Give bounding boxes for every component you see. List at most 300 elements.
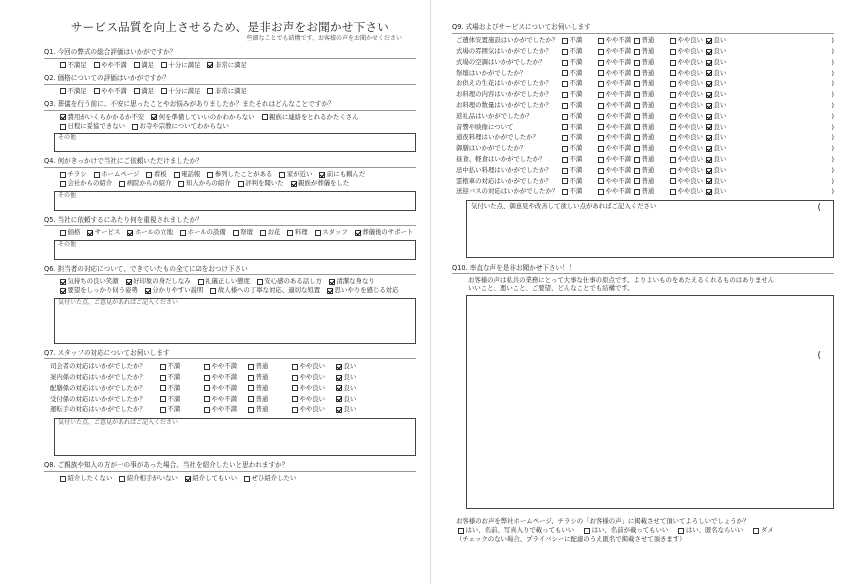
- checkbox-option[interactable]: [160, 396, 204, 403]
- checkbox-icon[interactable]: [634, 146, 640, 152]
- checked-box-icon[interactable]: [706, 103, 712, 109]
- checked-box-icon[interactable]: [185, 476, 191, 482]
- checkbox-option[interactable]: [706, 167, 742, 174]
- checkbox-option[interactable]: [598, 102, 634, 109]
- checkbox-option[interactable]: [598, 124, 634, 131]
- checkbox-option[interactable]: [562, 156, 598, 163]
- question-7-comment-field[interactable]: [54, 418, 416, 456]
- checkbox-icon[interactable]: [634, 60, 640, 66]
- checkbox-option[interactable]: [292, 385, 336, 392]
- checkbox-icon[interactable]: [562, 124, 568, 130]
- checkbox-icon[interactable]: [634, 168, 640, 174]
- checkbox-icon[interactable]: [60, 88, 66, 94]
- checkbox-icon[interactable]: [634, 38, 640, 44]
- checkbox-icon[interactable]: [670, 135, 676, 141]
- checked-box-icon[interactable]: [706, 60, 712, 66]
- checkbox-option[interactable]: [598, 80, 634, 87]
- checkbox-option[interactable]: [336, 396, 380, 403]
- checkbox-option[interactable]: [634, 102, 670, 109]
- checkbox-icon[interactable]: [670, 49, 676, 55]
- checkbox-icon[interactable]: [598, 168, 604, 174]
- checkbox-icon[interactable]: [260, 230, 266, 236]
- checkbox-option[interactable]: [706, 91, 742, 98]
- checkbox-icon[interactable]: [562, 168, 568, 174]
- checkbox-option[interactable]: [60, 229, 80, 236]
- checkbox-option[interactable]: [244, 475, 296, 482]
- checkbox-option[interactable]: [210, 287, 320, 294]
- checked-box-icon[interactable]: [706, 178, 712, 184]
- checkbox-icon[interactable]: [287, 230, 293, 236]
- checkbox-icon[interactable]: [634, 135, 640, 141]
- checkbox-option[interactable]: [233, 229, 253, 236]
- checked-box-icon[interactable]: [706, 38, 712, 44]
- checked-box-icon[interactable]: [60, 114, 66, 120]
- checkbox-icon[interactable]: [598, 81, 604, 87]
- checkbox-icon[interactable]: [204, 407, 210, 413]
- checkbox-icon[interactable]: [458, 528, 464, 534]
- checkbox-option[interactable]: [706, 145, 742, 152]
- checkbox-icon[interactable]: [279, 172, 285, 178]
- checkbox-option[interactable]: [562, 167, 598, 174]
- checkbox-option[interactable]: [132, 123, 229, 130]
- checkbox-option[interactable]: [598, 59, 634, 66]
- checked-box-icon[interactable]: [355, 230, 361, 236]
- checked-box-icon[interactable]: [60, 288, 66, 294]
- checked-box-icon[interactable]: [145, 288, 151, 294]
- checked-box-icon[interactable]: [126, 279, 132, 285]
- checkbox-option[interactable]: [287, 229, 307, 236]
- checkbox-option[interactable]: [562, 124, 598, 131]
- checkbox-option[interactable]: [670, 156, 706, 163]
- checkbox-option[interactable]: [598, 70, 634, 77]
- checkbox-icon[interactable]: [598, 70, 604, 76]
- checkbox-option[interactable]: [94, 88, 127, 95]
- checkbox-icon[interactable]: [204, 364, 210, 370]
- checkbox-icon[interactable]: [670, 81, 676, 87]
- checkbox-option[interactable]: [670, 48, 706, 55]
- checkbox-option[interactable]: [598, 167, 634, 174]
- checkbox-option[interactable]: [598, 48, 634, 55]
- checkbox-option[interactable]: [562, 113, 598, 120]
- checkbox-option[interactable]: [198, 278, 250, 285]
- checkbox-option[interactable]: [204, 363, 248, 370]
- checkbox-option[interactable]: [670, 91, 706, 98]
- checkbox-icon[interactable]: [210, 288, 216, 294]
- checkbox-icon[interactable]: [598, 38, 604, 44]
- checked-box-icon[interactable]: [706, 70, 712, 76]
- checkbox-option[interactable]: [204, 385, 248, 392]
- checkbox-icon[interactable]: [132, 124, 138, 130]
- checkbox-option[interactable]: [119, 180, 171, 187]
- checkbox-icon[interactable]: [670, 168, 676, 174]
- checkbox-icon[interactable]: [146, 172, 152, 178]
- checkbox-option[interactable]: [174, 171, 201, 178]
- checkbox-icon[interactable]: [60, 62, 66, 68]
- checkbox-option[interactable]: [562, 59, 598, 66]
- checkbox-icon[interactable]: [598, 92, 604, 98]
- checkbox-icon[interactable]: [598, 146, 604, 152]
- checkbox-option[interactable]: [291, 180, 350, 187]
- checkbox-option[interactable]: [670, 59, 706, 66]
- checkbox-icon[interactable]: [670, 60, 676, 66]
- checkbox-option[interactable]: [634, 145, 670, 152]
- checkbox-option[interactable]: [706, 134, 742, 141]
- checkbox-option[interactable]: [60, 62, 87, 69]
- checkbox-option[interactable]: [248, 396, 292, 403]
- checkbox-icon[interactable]: [562, 38, 568, 44]
- checked-box-icon[interactable]: [706, 146, 712, 152]
- checkbox-option[interactable]: [634, 80, 670, 87]
- checkbox-option[interactable]: [670, 134, 706, 141]
- checkbox-option[interactable]: [355, 229, 414, 236]
- checkbox-option[interactable]: [706, 102, 742, 109]
- checkbox-option[interactable]: [248, 363, 292, 370]
- checkbox-icon[interactable]: [160, 407, 166, 413]
- checkbox-option[interactable]: [161, 88, 200, 95]
- checkbox-icon[interactable]: [248, 396, 254, 402]
- checkbox-option[interactable]: [562, 70, 598, 77]
- checkbox-icon[interactable]: [60, 172, 66, 178]
- checkbox-icon[interactable]: [292, 375, 298, 381]
- checkbox-option[interactable]: [60, 475, 112, 482]
- checkbox-icon[interactable]: [634, 114, 640, 120]
- checkbox-icon[interactable]: [598, 49, 604, 55]
- checked-box-icon[interactable]: [706, 168, 712, 174]
- checkbox-option[interactable]: [178, 180, 230, 187]
- checkbox-icon[interactable]: [678, 528, 684, 534]
- checkbox-icon[interactable]: [60, 476, 66, 482]
- checkbox-option[interactable]: [678, 527, 743, 534]
- checkbox-icon[interactable]: [634, 81, 640, 87]
- checkbox-option[interactable]: [204, 406, 248, 413]
- checked-box-icon[interactable]: [336, 396, 342, 402]
- checkbox-icon[interactable]: [562, 49, 568, 55]
- checkbox-option[interactable]: [562, 145, 598, 152]
- checkbox-option[interactable]: [598, 113, 634, 120]
- checkbox-icon[interactable]: [562, 114, 568, 120]
- checkbox-option[interactable]: [248, 385, 292, 392]
- checkbox-option[interactable]: [327, 287, 398, 294]
- checkbox-icon[interactable]: [161, 88, 167, 94]
- checked-box-icon[interactable]: [706, 124, 712, 130]
- checkbox-option[interactable]: [126, 278, 191, 285]
- checkbox-icon[interactable]: [670, 92, 676, 98]
- checkbox-option[interactable]: [146, 171, 166, 178]
- checked-box-icon[interactable]: [151, 114, 157, 120]
- checkbox-option[interactable]: [248, 406, 292, 413]
- checkbox-option[interactable]: [634, 48, 670, 55]
- checkbox-icon[interactable]: [634, 70, 640, 76]
- checkbox-icon[interactable]: [134, 62, 140, 68]
- checkbox-option[interactable]: [670, 145, 706, 152]
- checkbox-option[interactable]: [336, 406, 380, 413]
- checkbox-icon[interactable]: [94, 172, 100, 178]
- checkbox-option[interactable]: [706, 37, 742, 44]
- checkbox-icon[interactable]: [160, 364, 166, 370]
- question-6-comment-field[interactable]: [54, 298, 416, 344]
- checkbox-option[interactable]: [292, 396, 336, 403]
- checkbox-icon[interactable]: [598, 135, 604, 141]
- checkbox-icon[interactable]: [562, 70, 568, 76]
- checkbox-option[interactable]: [292, 374, 336, 381]
- checkbox-option[interactable]: [706, 113, 742, 120]
- checkbox-icon[interactable]: [598, 157, 604, 163]
- checkbox-option[interactable]: [670, 102, 706, 109]
- checkbox-icon[interactable]: [134, 88, 140, 94]
- checkbox-option[interactable]: [257, 278, 322, 285]
- checkbox-option[interactable]: [598, 37, 634, 44]
- checkbox-icon[interactable]: [178, 181, 184, 187]
- question-5-other-field[interactable]: [54, 240, 416, 260]
- checkbox-icon[interactable]: [562, 189, 568, 195]
- checkbox-option[interactable]: [60, 287, 138, 294]
- checkbox-icon[interactable]: [94, 62, 100, 68]
- checkbox-icon[interactable]: [634, 124, 640, 130]
- checkbox-option[interactable]: [160, 385, 204, 392]
- checkbox-option[interactable]: [562, 188, 598, 195]
- checkbox-icon[interactable]: [634, 189, 640, 195]
- checkbox-option[interactable]: [634, 178, 670, 185]
- checkbox-icon[interactable]: [198, 279, 204, 285]
- checkbox-option[interactable]: [634, 188, 670, 195]
- checkbox-option[interactable]: [598, 91, 634, 98]
- checked-box-icon[interactable]: [706, 114, 712, 120]
- checkbox-icon[interactable]: [634, 92, 640, 98]
- checkbox-option[interactable]: [87, 229, 120, 236]
- checkbox-option[interactable]: [634, 124, 670, 131]
- checkbox-icon[interactable]: [248, 364, 254, 370]
- checked-box-icon[interactable]: [336, 407, 342, 413]
- checked-box-icon[interactable]: [336, 385, 342, 391]
- checkbox-icon[interactable]: [94, 88, 100, 94]
- checkbox-option[interactable]: [262, 114, 359, 121]
- checkbox-icon[interactable]: [598, 60, 604, 66]
- checkbox-icon[interactable]: [315, 230, 321, 236]
- checkbox-option[interactable]: [279, 171, 312, 178]
- checkbox-option[interactable]: [753, 527, 773, 534]
- checkbox-icon[interactable]: [204, 396, 210, 402]
- checkbox-option[interactable]: [292, 406, 336, 413]
- checkbox-option[interactable]: [634, 91, 670, 98]
- checkbox-option[interactable]: [706, 188, 742, 195]
- checked-box-icon[interactable]: [327, 288, 333, 294]
- checked-box-icon[interactable]: [319, 172, 325, 178]
- question-10-comment-field[interactable]: [466, 295, 834, 509]
- checkbox-option[interactable]: [134, 62, 154, 69]
- checkbox-icon[interactable]: [292, 407, 298, 413]
- question-4-other-field[interactable]: [54, 191, 416, 211]
- checkbox-icon[interactable]: [670, 38, 676, 44]
- checkbox-option[interactable]: [584, 527, 668, 534]
- checkbox-option[interactable]: [458, 527, 574, 534]
- checked-box-icon[interactable]: [60, 279, 66, 285]
- checkbox-icon[interactable]: [598, 114, 604, 120]
- checkbox-icon[interactable]: [60, 230, 66, 236]
- checked-box-icon[interactable]: [127, 230, 133, 236]
- checkbox-option[interactable]: [292, 363, 336, 370]
- checkbox-icon[interactable]: [292, 364, 298, 370]
- checkbox-icon[interactable]: [119, 476, 125, 482]
- checkbox-option[interactable]: [134, 88, 154, 95]
- checkbox-icon[interactable]: [562, 157, 568, 163]
- checked-box-icon[interactable]: [329, 279, 335, 285]
- checkbox-option[interactable]: [151, 114, 254, 121]
- checkbox-option[interactable]: [60, 123, 125, 130]
- checkbox-option[interactable]: [634, 167, 670, 174]
- checkbox-icon[interactable]: [598, 178, 604, 184]
- checkbox-option[interactable]: [670, 113, 706, 120]
- checkbox-icon[interactable]: [119, 181, 125, 187]
- checkbox-icon[interactable]: [670, 114, 676, 120]
- checkbox-icon[interactable]: [634, 178, 640, 184]
- checkbox-icon[interactable]: [562, 135, 568, 141]
- checkbox-option[interactable]: [562, 134, 598, 141]
- checkbox-icon[interactable]: [753, 528, 759, 534]
- checkbox-icon[interactable]: [248, 385, 254, 391]
- checkbox-icon[interactable]: [562, 60, 568, 66]
- checkbox-option[interactable]: [706, 156, 742, 163]
- checkbox-icon[interactable]: [562, 103, 568, 109]
- checkbox-option[interactable]: [336, 385, 380, 392]
- checkbox-icon[interactable]: [598, 124, 604, 130]
- checkbox-option[interactable]: [180, 229, 226, 236]
- checkbox-option[interactable]: [670, 188, 706, 195]
- checkbox-option[interactable]: [329, 278, 375, 285]
- checkbox-option[interactable]: [670, 178, 706, 185]
- checkbox-option[interactable]: [160, 374, 204, 381]
- checkbox-option[interactable]: [706, 80, 742, 87]
- checkbox-icon[interactable]: [670, 178, 676, 184]
- checkbox-option[interactable]: [562, 102, 598, 109]
- checkbox-option[interactable]: [562, 48, 598, 55]
- checkbox-option[interactable]: [94, 62, 127, 69]
- checkbox-icon[interactable]: [670, 189, 676, 195]
- checkbox-icon[interactable]: [634, 49, 640, 55]
- checkbox-icon[interactable]: [207, 172, 213, 178]
- checkbox-icon[interactable]: [238, 181, 244, 187]
- checkbox-option[interactable]: [145, 287, 204, 294]
- checkbox-option[interactable]: [161, 62, 200, 69]
- checkbox-icon[interactable]: [584, 528, 590, 534]
- checkbox-icon[interactable]: [161, 62, 167, 68]
- checkbox-icon[interactable]: [160, 375, 166, 381]
- checkbox-icon[interactable]: [207, 88, 213, 94]
- checked-box-icon[interactable]: [87, 230, 93, 236]
- checked-box-icon[interactable]: [336, 375, 342, 381]
- checkbox-icon[interactable]: [670, 103, 676, 109]
- checkbox-option[interactable]: [634, 70, 670, 77]
- checkbox-option[interactable]: [127, 229, 173, 236]
- checkbox-option[interactable]: [94, 171, 140, 178]
- checkbox-option[interactable]: [634, 156, 670, 163]
- checkbox-option[interactable]: [315, 229, 348, 236]
- checkbox-icon[interactable]: [634, 103, 640, 109]
- checkbox-option[interactable]: [60, 88, 87, 95]
- checkbox-icon[interactable]: [670, 70, 676, 76]
- checkbox-option[interactable]: [706, 124, 742, 131]
- question-3-other-field[interactable]: [54, 133, 416, 152]
- checkbox-option[interactable]: [60, 114, 144, 121]
- checkbox-option[interactable]: [60, 278, 119, 285]
- checked-box-icon[interactable]: [706, 135, 712, 141]
- checkbox-option[interactable]: [706, 59, 742, 66]
- checked-box-icon[interactable]: [207, 62, 213, 68]
- checked-box-icon[interactable]: [706, 92, 712, 98]
- checkbox-icon[interactable]: [562, 146, 568, 152]
- checkbox-icon[interactable]: [262, 114, 268, 120]
- checkbox-option[interactable]: [319, 171, 365, 178]
- checkbox-option[interactable]: [207, 171, 272, 178]
- checkbox-option[interactable]: [706, 70, 742, 77]
- checkbox-option[interactable]: [204, 374, 248, 381]
- checked-box-icon[interactable]: [706, 81, 712, 87]
- checkbox-option[interactable]: [204, 396, 248, 403]
- checked-box-icon[interactable]: [706, 49, 712, 55]
- checked-box-icon[interactable]: [336, 364, 342, 370]
- checkbox-option[interactable]: [670, 124, 706, 131]
- checkbox-option[interactable]: [598, 134, 634, 141]
- checkbox-option[interactable]: [336, 363, 380, 370]
- checkbox-option[interactable]: [260, 229, 280, 236]
- checkbox-icon[interactable]: [562, 178, 568, 184]
- checked-box-icon[interactable]: [291, 181, 297, 187]
- checkbox-option[interactable]: [598, 156, 634, 163]
- checkbox-option[interactable]: [160, 406, 204, 413]
- checkbox-icon[interactable]: [670, 146, 676, 152]
- checkbox-option[interactable]: [60, 180, 112, 187]
- checkbox-option[interactable]: [119, 475, 178, 482]
- checkbox-option[interactable]: [160, 363, 204, 370]
- checkbox-icon[interactable]: [292, 385, 298, 391]
- checkbox-option[interactable]: [598, 178, 634, 185]
- checkbox-icon[interactable]: [244, 476, 250, 482]
- checkbox-option[interactable]: [670, 37, 706, 44]
- checkbox-option[interactable]: [670, 167, 706, 174]
- checkbox-option[interactable]: [706, 178, 742, 185]
- checkbox-icon[interactable]: [634, 157, 640, 163]
- checkbox-icon[interactable]: [160, 396, 166, 402]
- checkbox-option[interactable]: [562, 37, 598, 44]
- checkbox-option[interactable]: [248, 374, 292, 381]
- checked-box-icon[interactable]: [706, 189, 712, 195]
- checkbox-option[interactable]: [598, 188, 634, 195]
- checkbox-option[interactable]: [670, 70, 706, 77]
- checkbox-option[interactable]: [634, 134, 670, 141]
- checkbox-icon[interactable]: [292, 396, 298, 402]
- checked-box-icon[interactable]: [706, 157, 712, 163]
- checkbox-icon[interactable]: [60, 181, 66, 187]
- checkbox-option[interactable]: [634, 59, 670, 66]
- checkbox-icon[interactable]: [174, 172, 180, 178]
- checkbox-icon[interactable]: [204, 385, 210, 391]
- checkbox-option[interactable]: [207, 88, 246, 95]
- checkbox-icon[interactable]: [248, 407, 254, 413]
- checkbox-icon[interactable]: [160, 385, 166, 391]
- checkbox-icon[interactable]: [60, 124, 66, 130]
- checkbox-option[interactable]: [185, 475, 237, 482]
- checkbox-icon[interactable]: [248, 375, 254, 381]
- checkbox-icon[interactable]: [562, 81, 568, 87]
- checkbox-option[interactable]: [336, 374, 380, 381]
- checkbox-option[interactable]: [634, 113, 670, 120]
- checkbox-icon[interactable]: [670, 124, 676, 130]
- checkbox-option[interactable]: [634, 37, 670, 44]
- checkbox-icon[interactable]: [598, 103, 604, 109]
- checkbox-option[interactable]: [562, 80, 598, 87]
- checkbox-option[interactable]: [598, 145, 634, 152]
- checkbox-icon[interactable]: [670, 157, 676, 163]
- checkbox-option[interactable]: [562, 91, 598, 98]
